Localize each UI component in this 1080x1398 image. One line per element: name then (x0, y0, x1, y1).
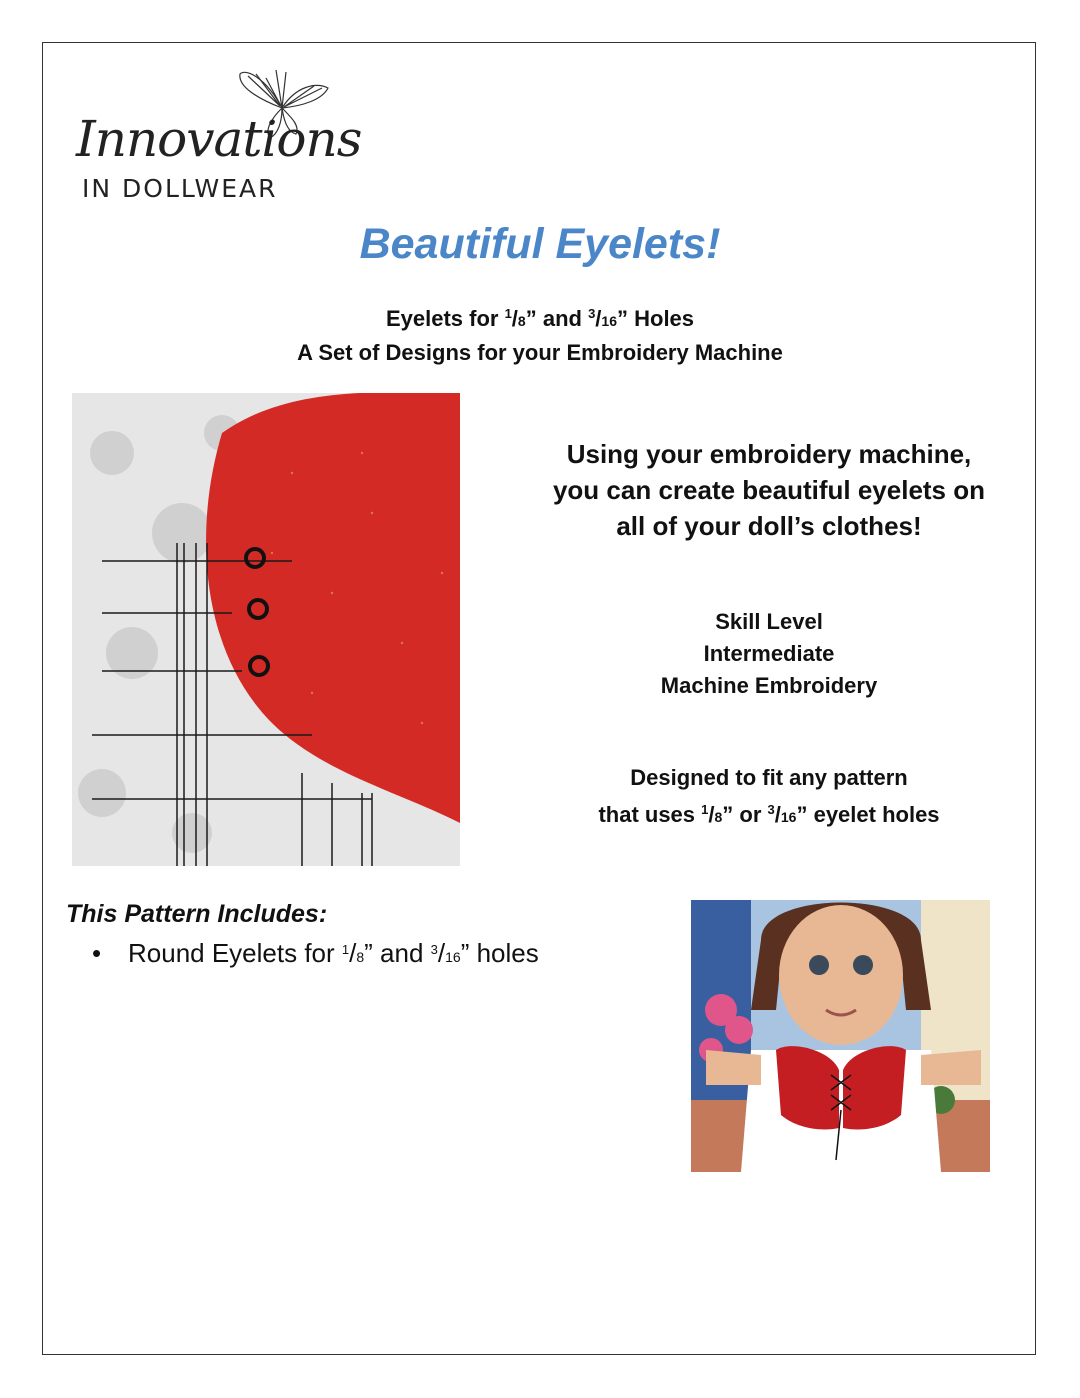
skill-heading: Skill Level (715, 609, 823, 634)
skill-level (530, 606, 1008, 702)
logo-wordmark: Innovations (76, 110, 362, 168)
page-title: Beautiful Eyelets! (359, 220, 721, 268)
fraction-denominator: 16 (780, 809, 797, 825)
subtitle-text: ” and (525, 306, 589, 331)
list-item: • Round Eyelets for $^1$/8” and $^3$/16” holes (92, 938, 539, 968)
includes-list (92, 938, 539, 969)
list-item-text: ” and (364, 938, 431, 968)
fraction-denominator: 8 (714, 809, 723, 825)
fraction-denominator: 8 (356, 949, 365, 965)
promo-line-3: all of your doll’s clothes! (616, 511, 922, 541)
promo-line-1: Using your embroidery machine, (566, 439, 972, 469)
fraction-numerator: 1 (701, 802, 709, 817)
list-item-text: Round Eyelets for (128, 938, 342, 968)
fit-text: that uses (598, 802, 702, 827)
bullet-icon: • (92, 938, 102, 968)
fit-text: ” or (722, 802, 768, 827)
fraction-numerator: 1 (341, 942, 350, 957)
fit-line-2: that uses $^1$/8” or $^3$/16” eyelet holes (598, 802, 940, 827)
fit-text: ” eyelet holes (796, 802, 940, 827)
fit-note (530, 762, 1008, 833)
fraction-denominator: 16 (601, 313, 617, 329)
logo-tagline: IN DOLLWEAR (82, 174, 278, 203)
fraction-denominator: 8 (517, 313, 526, 329)
fraction-numerator: 3 (767, 802, 775, 817)
fit-line-1: Designed to fit any pattern (630, 765, 908, 790)
subtitle-line-1: Eyelets for $^1$/8” and $^3$/16” Holes (385, 306, 695, 331)
subtitle-text: Eyelets for (385, 306, 505, 331)
doll-vest-photo (691, 900, 990, 1172)
subtitle (0, 298, 1080, 369)
fraction-numerator: 1 (504, 306, 512, 321)
skill-category: Machine Embroidery (660, 673, 878, 698)
brand-logo (76, 68, 362, 208)
subtitle-text: ” Holes (617, 306, 695, 331)
subtitle-line-2: A Set of Designs for your Embroidery Machine (297, 340, 783, 365)
fraction-numerator: 3 (430, 942, 438, 957)
fraction-numerator: 3 (588, 306, 596, 321)
includes-heading: This Pattern Includes: (66, 900, 328, 928)
eyelet-sample-photo (72, 393, 460, 866)
fraction-denominator: 16 (445, 949, 461, 965)
promo-line-2: you can create beautiful eyelets on (552, 475, 986, 505)
list-item-text: ” holes (460, 938, 539, 968)
skill-value: Intermediate (703, 641, 835, 666)
promo-text (530, 436, 1008, 544)
